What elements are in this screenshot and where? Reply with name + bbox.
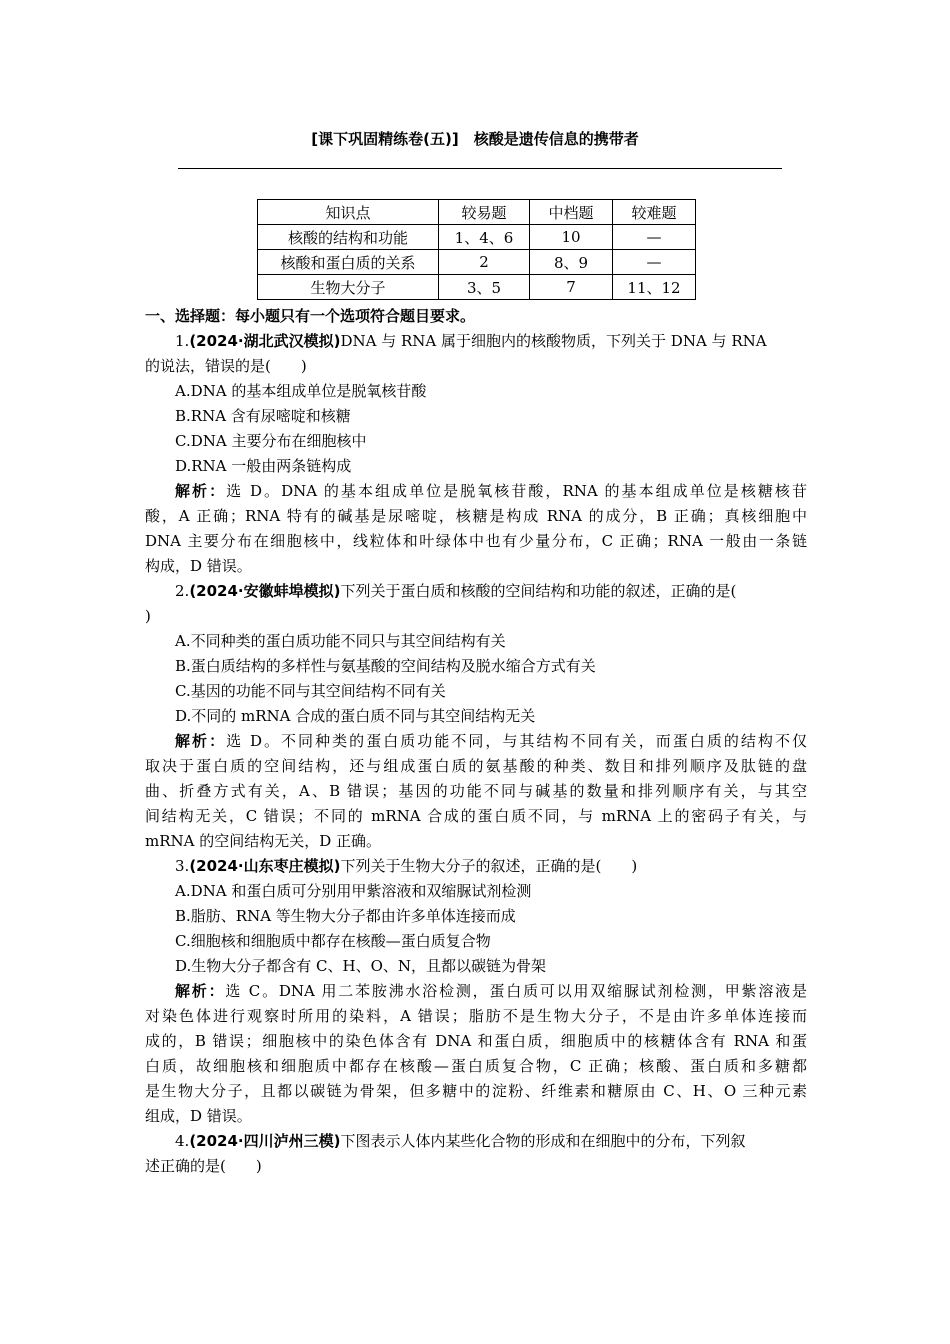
question-number: 1. xyxy=(175,332,190,350)
table-row xyxy=(258,225,696,250)
table-cell: 核酸和蛋白质的关系 xyxy=(258,250,439,275)
analysis-line: mRNA 的空间结构无关，D 正确。 xyxy=(145,832,382,850)
table-cell: 3、5 xyxy=(439,275,530,300)
table-header-cell: 中档题 xyxy=(530,200,613,225)
page-title: [课下巩固精练卷(五)] 核酸是遗传信息的携带者 xyxy=(311,130,639,148)
question-source: (2024·四川泸州三模) xyxy=(189,1132,341,1150)
analysis-label: 解析： xyxy=(175,982,226,1000)
question-number: 2. xyxy=(175,582,190,600)
analysis-line xyxy=(145,729,807,754)
analysis-line: 取决于蛋白质的空间结构，还与组成蛋白质的氨基酸的种类、数目和排列顺序及肽链的盘 xyxy=(145,757,807,775)
knowledge-point-table xyxy=(257,199,696,300)
table-cell: — xyxy=(613,250,696,275)
analysis-line: 构成，D 错误。 xyxy=(145,557,252,575)
analysis-line: 对染色体进行观察时所用的染料，A 错误；脂肪不是生物大分子，不是由许多单体连接而 xyxy=(145,1007,807,1025)
analysis-line: 白质，故细胞核和细胞质中都存在核酸—蛋白质复合物，C 正确；核酸、蛋白质和多糖都 xyxy=(145,1057,807,1075)
option-b: B.RNA 含有尿嘧啶和核糖 xyxy=(175,407,351,425)
analysis-text: 选 D。DNA 的基本组成单位是脱氧核苷酸，RNA 的基本组成单位是核糖核苷 xyxy=(226,482,807,500)
question-source: (2024·山东枣庄模拟) xyxy=(189,857,341,875)
analysis-line: 间结构无关，C 错误；不同的 mRNA 合成的蛋白质不同，与 mRNA 上的密码子有关，与 xyxy=(145,807,807,825)
question-source: (2024·安徽蚌埠模拟) xyxy=(189,582,341,600)
question-text: DNA 与 RNA 属于细胞内的核酸物质，下列关于 DNA 与 RNA xyxy=(340,332,767,350)
table-row xyxy=(258,250,696,275)
table-cell: 1、4、6 xyxy=(439,225,530,250)
analysis-line xyxy=(145,979,807,1004)
question-1-stem xyxy=(145,329,807,354)
analysis-label: 解析： xyxy=(175,482,227,500)
section-heading: 一、选择题：每小题只有一个选项符合题目要求。 xyxy=(145,307,476,325)
question-3-stem xyxy=(145,854,807,879)
analysis-line: 组成，D 错误。 xyxy=(145,1107,252,1125)
title-divider xyxy=(178,168,782,169)
document-body xyxy=(145,304,807,1179)
question-text-line: ) xyxy=(145,607,151,625)
analysis-line xyxy=(145,479,807,504)
question-text: 下列关于生物大分子的叙述，正确的是( ) xyxy=(340,857,638,875)
table-cell: 8、9 xyxy=(530,250,613,275)
option-b: B.脂肪、RNA 等生物大分子都由许多单体连接而成 xyxy=(175,907,516,925)
option-a: A.DNA 的基本组成单位是脱氧核苷酸 xyxy=(175,382,427,400)
option-a: A.不同种类的蛋白质功能不同只与其空间结构有关 xyxy=(175,632,506,650)
option-d: D.生物大分子都含有 C、H、O、N，且都以碳链为骨架 xyxy=(175,957,547,975)
option-c: C.基因的功能不同与其空间结构不同有关 xyxy=(175,682,446,700)
table-cell: 生物大分子 xyxy=(258,275,439,300)
analysis-line: 是生物大分子，且都以碳链为骨架，但多糖中的淀粉、纤维素和糖原由 C、H、O 三种元素 xyxy=(145,1082,807,1100)
analysis-text: 选 D。不同种类的蛋白质功能不同，与其结构不同有关，而蛋白质的结构不仅 xyxy=(226,732,807,750)
analysis-line: 酸，A 正确；RNA 特有的碱基是尿嘧啶，核糖是构成 RNA 的成分，B 正确；真核细胞中 xyxy=(145,507,807,525)
table-header-cell: 知识点 xyxy=(258,200,439,225)
table-header-cell: 较易题 xyxy=(439,200,530,225)
option-c: C.DNA 主要分布在细胞核中 xyxy=(175,432,367,450)
analysis-line: 曲、折叠方式有关，A、B 错误；基因的功能不同与碱基的数量和排列顺序有关，与其空 xyxy=(145,782,807,800)
option-c: C.细胞核和细胞质中都存在核酸—蛋白质复合物 xyxy=(175,932,491,950)
table-cell: 11、12 xyxy=(613,275,696,300)
question-2-stem xyxy=(145,579,807,604)
question-number: 4. xyxy=(175,1132,190,1150)
table-row xyxy=(258,275,696,300)
option-a: A.DNA 和蛋白质可分别用甲紫溶液和双缩脲试剂检测 xyxy=(175,882,532,900)
question-text: 下图表示人体内某些化合物的形成和在细胞中的分布，下列叙 xyxy=(340,1132,746,1150)
table-cell: 7 xyxy=(530,275,613,300)
question-4-stem xyxy=(145,1129,807,1154)
analysis-line: DNA 主要分布在细胞核中，线粒体和叶绿体中也有少量分布，C 正确；RNA 一般由一条链 xyxy=(145,532,807,550)
question-source: (2024·湖北武汉模拟) xyxy=(189,332,341,350)
option-d: D.不同的 mRNA 合成的蛋白质不同与其空间结构无关 xyxy=(175,707,536,725)
question-text-line: 的说法，错误的是( ) xyxy=(145,357,307,375)
question-text: 下列关于蛋白质和核酸的空间结构和功能的叙述，正确的是( xyxy=(340,582,737,600)
question-text-line: 述正确的是( ) xyxy=(145,1157,262,1175)
analysis-label: 解析： xyxy=(175,732,227,750)
option-d: D.RNA 一般由两条链构成 xyxy=(175,457,352,475)
table-header-cell: 较难题 xyxy=(613,200,696,225)
question-number: 3. xyxy=(175,857,190,875)
analysis-line: 成的，B 错误；细胞核中的染色体含有 DNA 和蛋白质，细胞质中的核糖体含有 RNA 和蛋 xyxy=(145,1032,807,1050)
table-cell: 核酸的结构和功能 xyxy=(258,225,439,250)
table-cell: 2 xyxy=(439,250,530,275)
table-cell: — xyxy=(613,225,696,250)
table-header-row xyxy=(258,200,696,225)
table-cell: 10 xyxy=(530,225,613,250)
option-b: B.蛋白质结构的多样性与氨基酸的空间结构及脱水缩合方式有关 xyxy=(175,657,596,675)
analysis-text: 选 C。DNA 用二苯胺沸水浴检测，蛋白质可以用双缩脲试剂检测，甲紫溶液是 xyxy=(225,982,807,1000)
